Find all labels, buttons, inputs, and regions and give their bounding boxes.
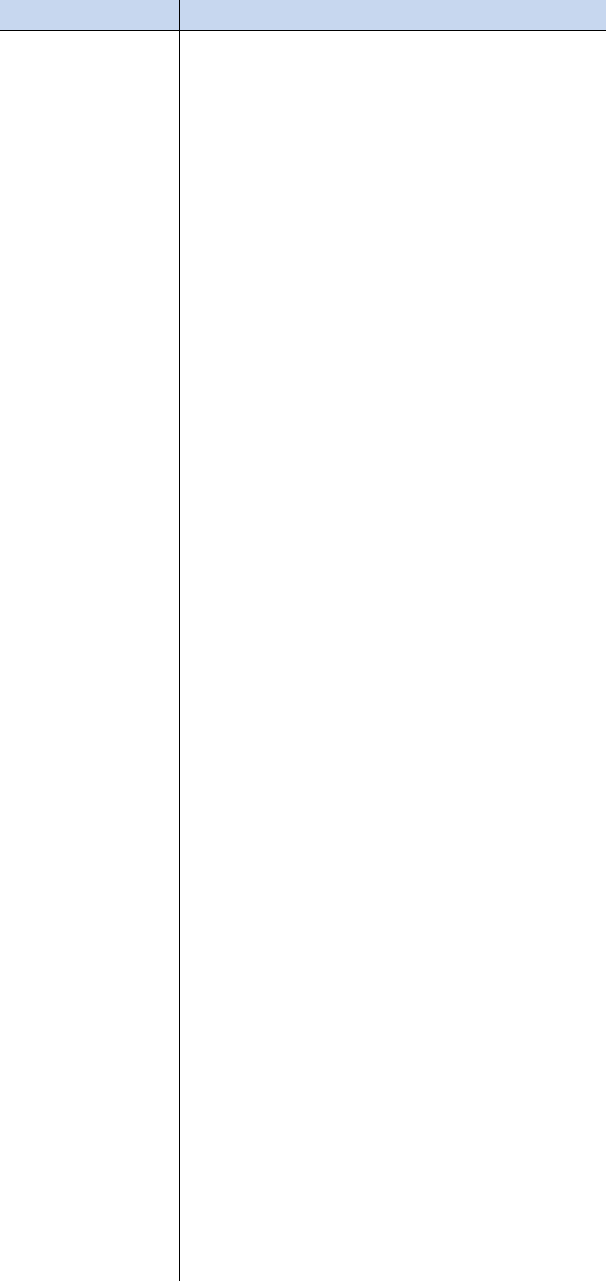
table-header xyxy=(0,0,606,31)
header-theme xyxy=(181,0,606,30)
column-divider xyxy=(179,0,180,1281)
header-date xyxy=(0,0,179,30)
